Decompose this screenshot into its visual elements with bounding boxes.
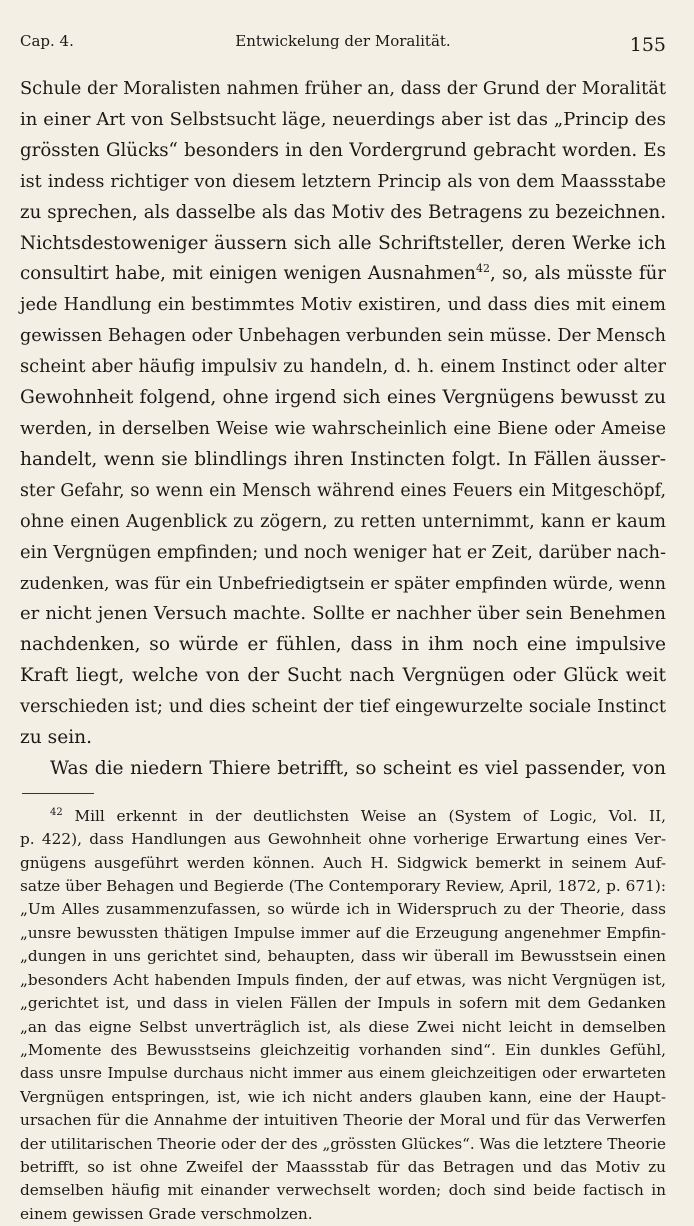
footnote-line: „Momente des Bewusstseins gleichzeitig vorhanden sind“. Ein dunkles Gefühl, bbox=[20, 1040, 666, 1059]
footnote-line: satze über Behagen und Begierde (The Contemporary Review, April, 1872, p. 671): bbox=[20, 877, 666, 896]
footnote-line: betrifft, so ist ohne Zweifel der Maassstab für das Betragen und das Motiv zu bbox=[20, 1157, 666, 1176]
running-header bbox=[20, 26, 666, 60]
text-line: Gewohnheit folgend, ohne irgend sich eines Vergnügens bewusst zu bbox=[20, 387, 666, 409]
footnote-line: der utilitarischen Theorie oder der des „grössten Glückes“. Was die letztere Theorie bbox=[20, 1134, 666, 1153]
text-fragment: consultirt habe, mit einigen wenigen Ausnahmen bbox=[20, 263, 476, 285]
text-line: ohne einen Augenblick zu zögern, zu retten unternimmt, kann er kaum bbox=[20, 510, 666, 532]
footnote-line: gnügens ausgeführt werden können. Auch H. Sidgwick bemerkt in seinem Auf- bbox=[20, 853, 666, 872]
text-line: handelt, wenn sie blindlings ihren Instincten folgt. In Fällen äusser- bbox=[20, 448, 666, 470]
footnote-marker: 42 bbox=[50, 806, 63, 818]
footnote-line bbox=[20, 805, 666, 828]
footnote-line: „unsre bewussten thätigen Impulse immer auf die Erzeugung angenehmer Empfin- bbox=[20, 923, 666, 942]
text-line: Schule der Moralisten nahmen früher an, dass der Grund der Moralität bbox=[20, 78, 666, 99]
text-line: Nichtsdestoweniger äussern sich alle Schriftsteller, deren Werke ich bbox=[20, 232, 666, 254]
footnote-line: ursachen für die Annahme der intuitiven Theorie der Moral und für das Verwerfen bbox=[20, 1111, 666, 1130]
text-fragment: Mill erkennt in der deutlichsten Weise an (System of Logic, Vol. II, bbox=[74, 806, 666, 825]
text-line: er nicht jenen Versuch machte. Sollte er nachher über sein Benehmen bbox=[20, 603, 666, 625]
footnote-reference[interactable]: 42 bbox=[476, 262, 490, 276]
text-line: werden, in derselben Weise wie wahrscheinlich eine Biene oder Ameise bbox=[20, 418, 666, 439]
footnote-line: „besonders Acht habenden Impuls finden, der auf etwas, was nicht Vergnügen ist, bbox=[20, 970, 666, 989]
text-line: ist indess richtiger von diesem letztern Princip als von dem Maassstabe bbox=[20, 171, 666, 192]
text-line: ster Gefahr, so wenn ein Mensch während eines Feuers ein Mitgeschöpf, bbox=[20, 480, 666, 501]
text-line: zu sprechen, als dasselbe als das Motiv des Betragens zu bezeichnen. bbox=[20, 201, 666, 223]
footnote-line: einem gewissen Grade verschmolzen. bbox=[20, 1204, 313, 1223]
text-line: verschieden ist; und dies scheint der tief eingewurzelte sociale Instinct bbox=[20, 696, 666, 718]
text-fragment: , so, als müsste für bbox=[490, 263, 666, 285]
footnote-line: Vergnügen entspringen, ist, wie ich nicht anders glauben kann, eine der Haupt- bbox=[20, 1087, 666, 1106]
text-line: Was die niedern Thiere betrifft, so scheint es viel passender, von bbox=[50, 757, 666, 779]
footnote-separator bbox=[22, 793, 94, 794]
text-line: scheint aber häufig impulsiv zu handeln, d. h. einem Instinct oder alter bbox=[20, 356, 666, 378]
footnote-line: „gerichtet ist, und dass in vielen Fällen der Impuls in sofern mit dem Gedanken bbox=[20, 994, 666, 1013]
text-line: nachdenken, so würde er fühlen, dass in ihm noch eine impulsive bbox=[20, 634, 666, 656]
main-text bbox=[20, 74, 666, 785]
chapter-label: Cap. 4. bbox=[20, 32, 74, 50]
text-line: jede Handlung ein bestimmtes Motiv existiren, und dass dies mit einem bbox=[20, 295, 666, 316]
footnote-line: „dungen in uns gerichtet sind, behaupten, dass wir überall im Bewusstsein einen bbox=[20, 947, 666, 966]
footnote-line: dass unsre Impulse durchaus nicht immer aus einem gleichzeitigen oder erwarteten bbox=[20, 1064, 666, 1083]
footnote-line: p. 422), dass Handlungen aus Gewohnheit ohne vorherige Erwartung eines Ver- bbox=[20, 830, 666, 849]
text-line: zu sein. bbox=[20, 727, 93, 749]
footnote-line: demselben häufig mit einander verwechselt worden; doch sind beide factisch in bbox=[20, 1181, 666, 1200]
text-line: Kraft liegt, welche von der Sucht nach Vergnügen oder Glück weit bbox=[20, 665, 666, 687]
text-line: grössten Glücks“ besonders in den Vordergrund gebracht worden. Es bbox=[20, 139, 666, 161]
running-title: Entwickelung der Moralität. bbox=[235, 32, 451, 50]
footnote-line: „Um Alles zusammenzufassen, so würde ich in Widerspruch zu der Theorie, dass bbox=[20, 900, 666, 919]
page-number: 155 bbox=[629, 34, 666, 56]
text-line: zudenken, was für ein Unbefriedigtsein er später empfinden würde, wenn bbox=[20, 573, 666, 594]
text-line: in einer Art von Selbstsucht läge, neuerdings aber ist das „Princip des bbox=[20, 108, 666, 130]
text-line-with-note-ref bbox=[20, 259, 666, 290]
footnote bbox=[20, 805, 666, 1226]
text-line: gewissen Behagen oder Unbehagen verbunden sein müsse. Der Mensch bbox=[20, 326, 666, 347]
text-line: ein Vergnügen empfinden; und noch weniger hat er Zeit, darüber nach- bbox=[20, 541, 667, 563]
footnote-line: „an das eigne Selbst unverträglich ist, als diese Zwei nicht leicht in demselben bbox=[20, 1017, 666, 1036]
